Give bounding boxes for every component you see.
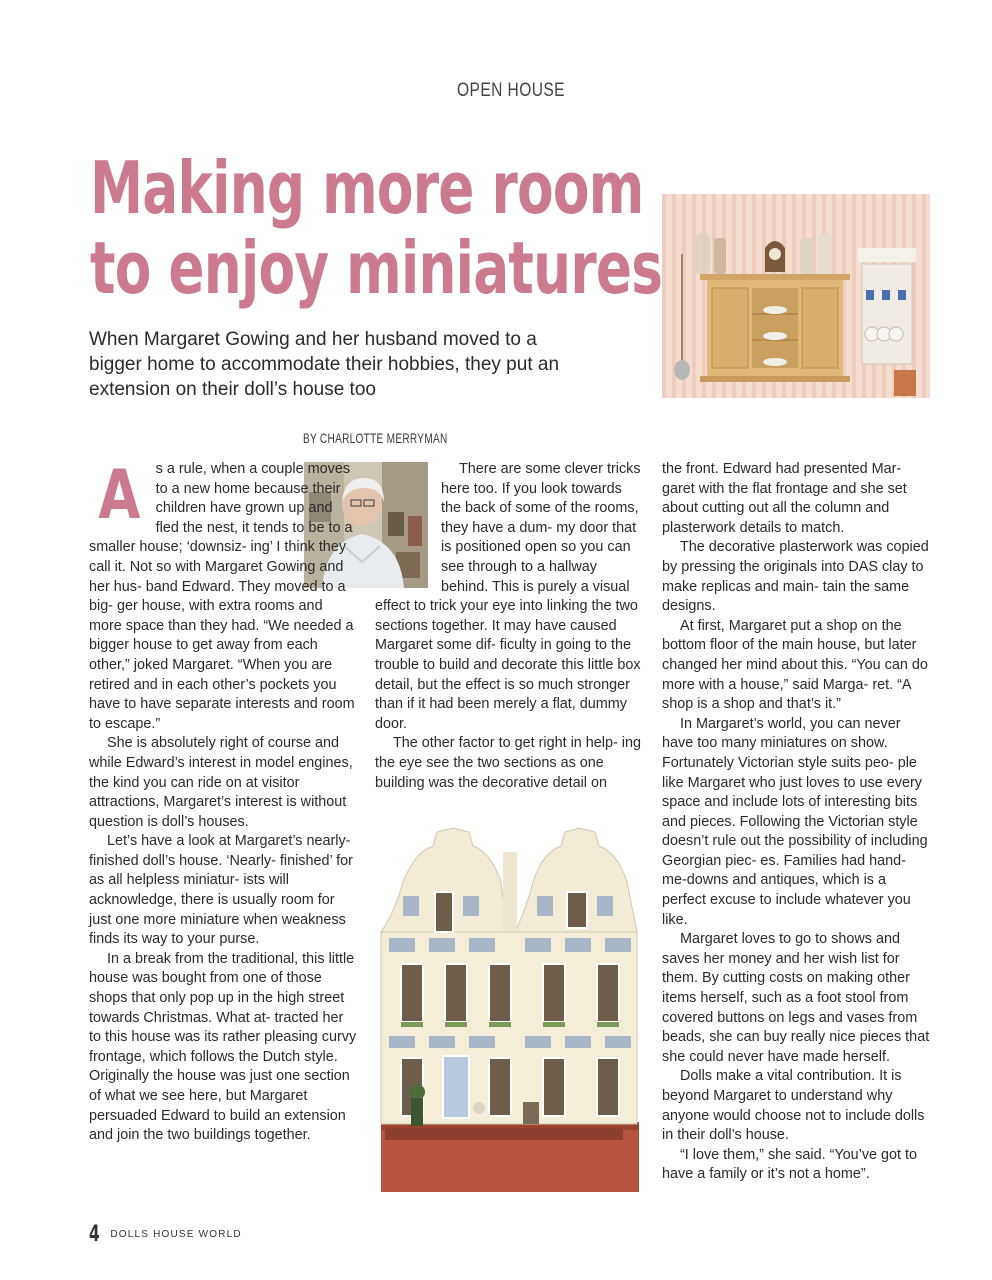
page-number: 4	[89, 1222, 100, 1247]
paragraph: In a break from the traditional, this little house was bought from one of those shops that only pop up in the high street towards Christmas. What at- tracted her to this house was its rather pleasing curvy frontage, which follows the Dutch style. Originally the house was just one section of what we see here, but Margaret persuaded Edward to build an extension and join the two buildings together.	[89, 950, 357, 1144]
paragraph: Dolls make a vital contribution. It is beyond Margaret to understand why anyone would choose not to include dolls in their doll’s house.	[662, 1068, 925, 1144]
paragraph: “I love them,” she said. “You’ve got to have a family or it’s not a home”.	[662, 1146, 918, 1183]
standfirst: When Margaret Gowing and her husband moved to a bigger home to accommodate their hobbies, they put an extension on their doll’s house too	[89, 329, 560, 400]
portrait-spacer	[375, 460, 441, 578]
paragraph: At first, Margaret put a shop on the bottom floor of the main house, but later changed her mind about this. “You can do more with a house,” said Marga- ret. “A shop is a shop and that’s it.”	[662, 617, 928, 713]
article-column-1	[89, 456, 357, 1146]
magazine-name: DOLLS HOUSE WORLD	[110, 1229, 242, 1240]
article-column-2	[375, 460, 643, 793]
paragraph: In Margaret’s world, you can never have too many miniatures on show. Fortunately Victorian style suits peo- ple like Margaret who just loves to use every space and include lots of interesting bits and pieces. Following the Victorian style doesn’t rule out the possibility of including Georgian piec- es. Families had hand-me-downs and antiques, which is a perfect excuse to include whatever you like.	[662, 715, 928, 928]
paragraph: There are some clever tricks here too. If you look towards the back of some of the rooms, they have a dum- my door that is positioned open so you can see through to a hallway behind. This is purely a visual effect to trick your eye into linking the two sections together. It may have caused Margaret some dif- ficulty in going to the trouble to build and decorate this little box detail, but the effect is so much stronger than if it had been merely a flat, dummy door.	[375, 461, 641, 732]
paragraph: the front. Edward had presented Mar- garet with the flat frontage and she set about cutting out all the column and plasterwork details to match.	[662, 461, 907, 536]
byline: BY CHARLOTTE MERRYMAN	[303, 430, 448, 446]
section-tag	[454, 76, 584, 106]
paragraph: The decorative plasterwork was copied by pressing the originals into DAS clay to make replicas and main- tain the same designs.	[662, 539, 929, 615]
headline-line-1: Making more room	[90, 146, 644, 230]
drop-cap: A	[98, 456, 141, 535]
paragraph: She is absolutely right of course and while Edward’s interest in model engines, the kind you can ride on at visitor attractions, Margaret’s interest is without question is doll’s houses.	[89, 735, 353, 830]
paragraph: The other factor to get right in help- ing the eye see the two sections as one building was the decorative detail on	[375, 735, 641, 791]
paragraph: Margaret loves to go to shows and saves her money and her wish list for them. By cutting costs on making other items herself, such as a foot stool from covered buttons on legs and vases from beads, she can buy really nice pieces that she could never have made herself.	[662, 931, 930, 1065]
paragraph: Let’s have a look at Margaret’s nearly-finished doll’s house. ‘Nearly- finished’ for as all helpless miniatur- ists will acknowledge, there is usually room for just one more miniature when weakness finds its way to your purse.	[89, 833, 353, 948]
section-label: OPEN HOUSE	[457, 80, 565, 101]
paragraph: s a rule, when a couple moves to a new home because their children have grown up and fled the nest, it tends to be to a smaller house; ‘downsiz- ing’ I think they call it. Not so with Margaret Gowing and her hus- band Edward. They moved to a big- ger house, with extra rooms and more space than they had. “We needed a bigger house to get away from each other,” joked Margaret. “When you are retired and in each other’s pockets you have to have separate interests and room to escape.”	[89, 461, 355, 732]
dolls-house-photo	[375, 822, 641, 1198]
headline-line-2: to enjoy miniatures	[90, 226, 663, 310]
dresser-photo	[662, 194, 930, 398]
page-footer	[89, 1222, 242, 1247]
article-column-3	[662, 460, 930, 1185]
headline	[90, 146, 663, 310]
